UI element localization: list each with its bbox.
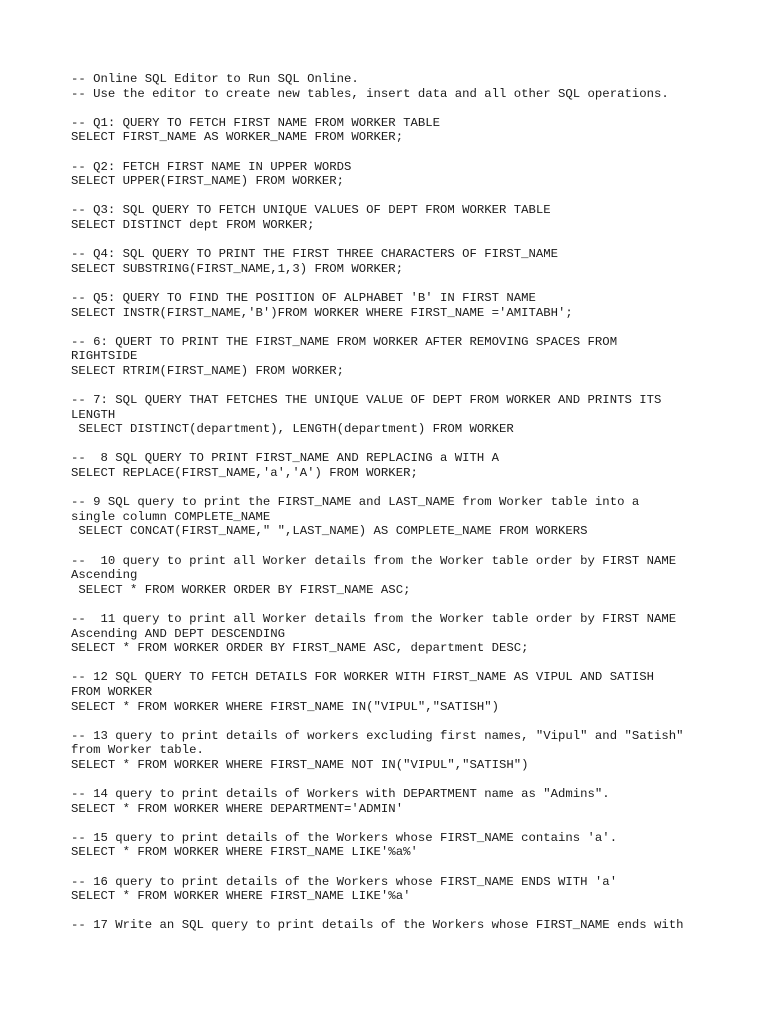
sql-comment-line: -- 10 query to print all Worker details from the Worker table order by FIRST NAME: [71, 553, 677, 568]
sql-code-line: LENGTH: [71, 407, 116, 422]
sql-code-line: RIGHTSIDE: [71, 349, 138, 364]
sql-comment-line: -- Q5: QUERY TO FIND THE POSITION OF ALPHABET 'B' IN FIRST NAME: [71, 290, 536, 305]
sql-comment-line: -- 11 query to print all Worker details from the Worker table order by FIRST NAME: [71, 611, 677, 626]
sql-comment-line: -- Q1: QUERY TO FETCH FIRST NAME FROM WORKER TABLE: [71, 115, 440, 130]
sql-comment-line: -- 7: SQL QUERY THAT FETCHES THE UNIQUE VALUE OF DEPT FROM WORKER AND PRINTS ITS: [71, 393, 662, 408]
sql-comment-line: -- Use the editor to create new tables, insert data and all other SQL operations.: [71, 86, 669, 101]
sql-code-line: SELECT * FROM WORKER ORDER BY FIRST_NAME ASC;: [71, 582, 411, 597]
sql-code-line: SELECT * FROM WORKER WHERE FIRST_NAME LIKE'%a%': [71, 845, 418, 860]
sql-comment-line: -- Online SQL Editor to Run SQL Online.: [71, 72, 359, 86]
sql-comment-line: -- 16 query to print details of the Workers whose FIRST_NAME ENDS WITH 'a': [71, 874, 618, 889]
sql-code-line: SELECT INSTR(FIRST_NAME,'B')FROM WORKER WHERE FIRST_NAME ='AMITABH';: [71, 305, 573, 320]
sql-code-line: SELECT * FROM WORKER WHERE FIRST_NAME LIKE'%a': [71, 889, 411, 904]
sql-comment-line: -- Q3: SQL QUERY TO FETCH UNIQUE VALUES OF DEPT FROM WORKER TABLE: [71, 203, 551, 218]
sql-block: [71, 116, 751, 145]
sql-code-line: SELECT DISTINCT(department), LENGTH(department) FROM WORKER: [71, 422, 514, 437]
sql-comment-line: -- 8 SQL QUERY TO PRINT FIRST_NAME AND REPLACING a WITH A: [71, 451, 500, 466]
sql-block: [71, 335, 751, 379]
sql-code-line: SELECT UPPER(FIRST_NAME) FROM WORKER;: [71, 174, 345, 189]
sql-code-line: from Worker table.: [71, 743, 204, 758]
sql-block: [71, 612, 751, 656]
sql-block: [71, 203, 751, 232]
sql-code-line: SELECT * FROM WORKER WHERE DEPARTMENT='ADMIN': [71, 801, 404, 816]
sql-comment-line: -- 15 query to print details of the Workers whose FIRST_NAME contains 'a'.: [71, 830, 618, 845]
sql-code-line: SELECT CONCAT(FIRST_NAME," ",LAST_NAME) AS COMPLETE_NAME FROM WORKERS: [71, 524, 588, 539]
sql-code-line: SELECT RTRIM(FIRST_NAME) FROM WORKER;: [71, 363, 345, 378]
sql-block: [71, 787, 751, 816]
sql-block: [71, 291, 751, 320]
sql-comment-line: -- 12 SQL QUERY TO FETCH DETAILS FOR WORKER WITH FIRST_NAME AS VIPUL AND SATISH: [71, 670, 654, 685]
sql-block: [71, 670, 751, 714]
sql-code-line: Ascending AND DEPT DESCENDING: [71, 626, 286, 641]
sql-code-line: SELECT * FROM WORKER WHERE FIRST_NAME IN("VIPUL","SATISH"): [71, 699, 500, 714]
document-page: [71, 72, 751, 948]
sql-code-line: SELECT REPLACE(FIRST_NAME,'a','A') FROM WORKER;: [71, 466, 418, 481]
sql-code-line: single column COMPLETE_NAME: [71, 509, 271, 524]
sql-comment-line: -- 9 SQL query to print the FIRST_NAME and LAST_NAME from Worker table into a: [71, 495, 640, 510]
sql-block: [71, 72, 751, 101]
sql-comment-line: -- 6: QUERT TO PRINT THE FIRST_NAME FROM WORKER AFTER REMOVING SPACES FROM: [71, 334, 618, 349]
sql-block: [71, 160, 751, 189]
sql-block: [71, 729, 751, 773]
sql-code-line: SELECT * FROM WORKER WHERE FIRST_NAME NOT IN("VIPUL","SATISH"): [71, 757, 529, 772]
sql-code-line: SELECT * FROM WORKER ORDER BY FIRST_NAME ASC, department DESC;: [71, 641, 529, 656]
sql-block: [71, 451, 751, 480]
sql-code-line: SELECT DISTINCT dept FROM WORKER;: [71, 217, 315, 232]
sql-block: [71, 918, 751, 933]
sql-comment-line: -- Q4: SQL QUERY TO PRINT THE FIRST THREE CHARACTERS OF FIRST_NAME: [71, 247, 559, 262]
sql-block: [71, 495, 751, 539]
sql-block: [71, 831, 751, 860]
sql-comment-line: -- 13 query to print details of workers excluding first names, "Vipul" and "Satish": [71, 728, 684, 743]
sql-comment-line: -- 14 query to print details of Workers with DEPARTMENT name as "Admins".: [71, 787, 610, 802]
sql-block: [71, 247, 751, 276]
sql-code-line: Ascending: [71, 568, 138, 583]
sql-comment-line: -- 17 Write an SQL query to print details of the Workers whose FIRST_NAME ends with: [71, 918, 684, 933]
sql-block: [71, 875, 751, 904]
sql-block: [71, 393, 751, 437]
sql-comment-line: -- Q2: FETCH FIRST NAME IN UPPER WORDS: [71, 159, 352, 174]
sql-code-line: SELECT FIRST_NAME AS WORKER_NAME FROM WORKER;: [71, 130, 404, 145]
sql-block: [71, 554, 751, 598]
sql-code-line: SELECT SUBSTRING(FIRST_NAME,1,3) FROM WORKER;: [71, 261, 404, 276]
sql-code-line: FROM WORKER: [71, 684, 153, 699]
